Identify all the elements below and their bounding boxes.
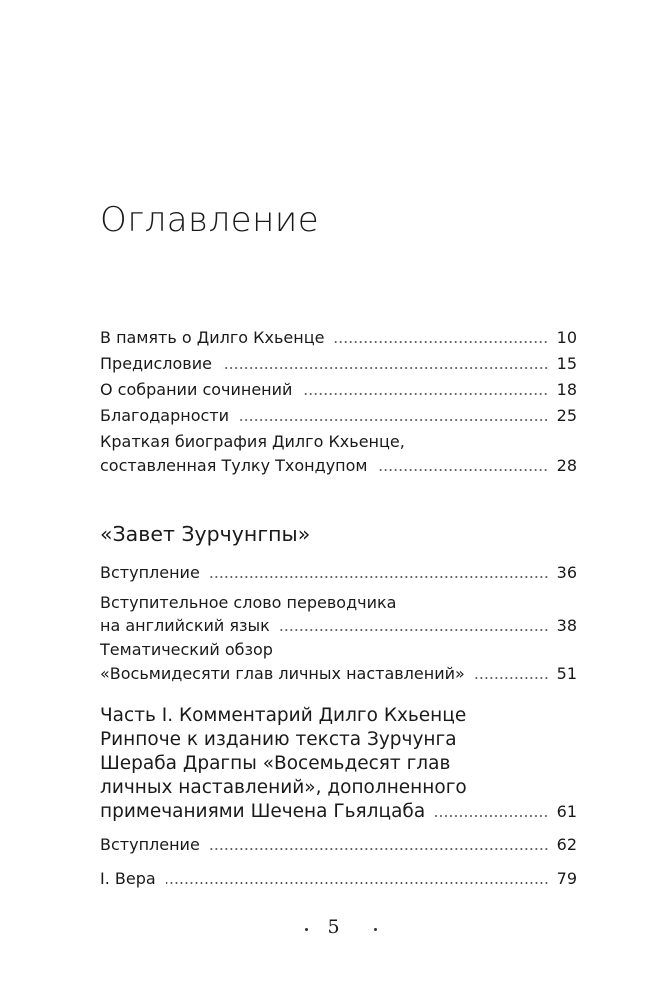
toc-entry[interactable] [100, 613, 577, 639]
toc-entry-title: Предисловие [100, 354, 212, 373]
dot-leader [166, 882, 549, 884]
toc-entry-page: 15 [556, 354, 577, 373]
toc-entry-page: 10 [556, 328, 577, 347]
folio-ornament-right [374, 928, 377, 931]
toc-entry-title-line[interactable]: Тематический обзор [100, 640, 273, 659]
part-title-last-line: примечаниями Шечена Гьялцаба [100, 801, 426, 822]
toc-entry-page: 61 [556, 802, 577, 821]
toc-entry-page: 18 [556, 380, 577, 399]
toc-entry[interactable] [100, 453, 577, 479]
toc-entry[interactable] [100, 351, 577, 377]
toc-entry-title: «Восьмидесяти глав личных наставлений» [100, 664, 465, 683]
toc-entry-title-line[interactable]: Краткая биография Дилго Кхьенце, [100, 432, 405, 451]
dot-leader [280, 629, 549, 631]
dot-leader [239, 419, 549, 421]
page-title: Оглавление [100, 200, 320, 240]
part-title-line[interactable]: Часть I. Комментарий Дилго Кхьенце [100, 705, 467, 726]
toc-entry-page: 28 [556, 456, 577, 475]
dot-leader [222, 367, 549, 369]
toc-entry[interactable] [100, 377, 577, 403]
toc-entry-page: 79 [556, 869, 577, 888]
toc-entry-title: Вступление [100, 835, 200, 854]
toc-entry-title-line[interactable]: Вступительное слово переводчика [100, 593, 397, 612]
toc-entry[interactable] [100, 866, 577, 892]
toc-entry[interactable] [100, 832, 577, 858]
toc-entry-title: Вступление [100, 563, 200, 582]
toc-entry-title: I. Вера [100, 869, 156, 888]
toc-entry-title: В память о Дилго Кхьенце [100, 328, 325, 347]
dot-leader [210, 576, 549, 578]
toc-entry-page: 62 [556, 835, 577, 854]
dot-leader [435, 815, 548, 817]
dot-leader [334, 341, 548, 343]
dot-leader [302, 393, 548, 395]
toc-entry-page: 51 [556, 664, 577, 683]
dot-leader [210, 848, 549, 850]
part-title-line[interactable]: Шераба Драгпы «Восемьдесят глав [100, 753, 451, 774]
page-number: 5 [327, 916, 340, 938]
toc-entry-title: Благодарности [100, 406, 229, 425]
part-entry[interactable] [100, 799, 577, 825]
toc-entry[interactable] [100, 325, 577, 351]
toc-entry-title: на английский язык [100, 616, 270, 635]
part-title-line[interactable]: личных наставлений», дополненного [100, 777, 467, 798]
toc-entry[interactable] [100, 661, 577, 687]
toc-entry[interactable] [100, 403, 577, 429]
dot-leader [377, 469, 548, 471]
toc-entry[interactable] [100, 560, 577, 586]
toc-entry-title: составленная Тулку Тхондупом [100, 456, 368, 475]
section-title[interactable]: «Завет Зурчунгпы» [100, 522, 311, 546]
toc-entry-page: 36 [556, 563, 577, 582]
toc-entry-page: 25 [556, 406, 577, 425]
toc-entry-title: О собрании сочинений [100, 380, 293, 399]
dot-leader [475, 677, 549, 679]
part-title-line[interactable]: Ринпоче к изданию текста Зурчунга [100, 729, 457, 750]
toc-entry-page: 38 [556, 616, 577, 635]
